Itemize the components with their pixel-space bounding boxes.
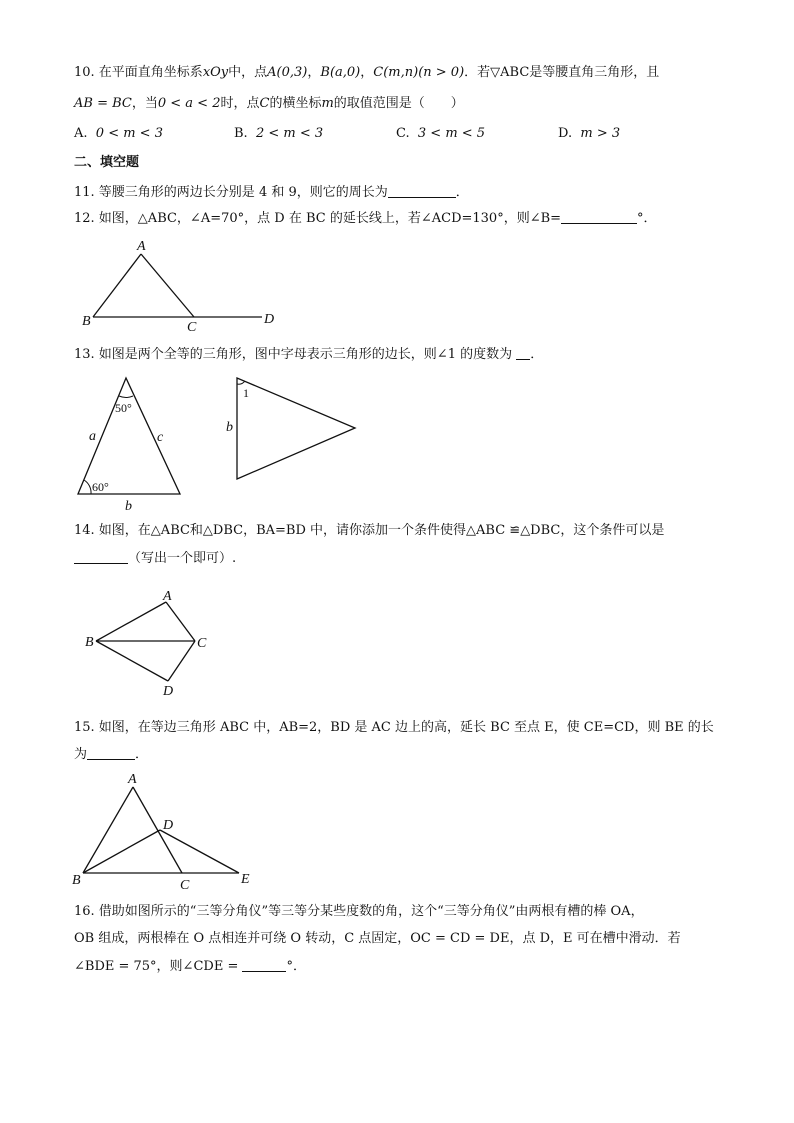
figure-13-left: [78, 378, 180, 514]
fig12-label-c: C: [187, 320, 197, 335]
option-c[interactable]: C. 3 < m < 5: [396, 126, 486, 141]
q16-answer-blank[interactable]: [242, 958, 286, 972]
section-heading: 二、填空题: [74, 155, 140, 170]
figure-15: [72, 772, 250, 893]
fig13-label-a: a: [89, 429, 96, 444]
fig14-label-c: C: [197, 636, 207, 651]
q15-answer-blank[interactable]: [87, 746, 135, 760]
q16-line1: 16. 借助如图所示的“三等分角仪”等三等分某些度数的角，这个“三等分角仪”由两根有槽的棒 OA，: [74, 904, 644, 919]
fig14-label-b: B: [85, 635, 94, 650]
q11: 11. 等腰三角形的两边长分别是 4 和 9，则它的周长为 ．: [74, 185, 469, 200]
option-d[interactable]: D. m > 3: [558, 126, 621, 141]
q16-line2: OB 组成，两根棒在 O 点相连并可绕 O 转动，C 点固定，OC = CD = DE，点 D，E 可在槽中滑动．若: [74, 931, 681, 946]
q16-line3: ∠BDE = 75°，则∠CDE = °．: [74, 959, 306, 974]
fig13-angle-1: 1: [243, 386, 249, 400]
figure-12: [82, 239, 274, 335]
q12: 12. 如图，△ABC，∠A=70°，点 D 在 BC 的延长线上，若∠ACD=130°，则∠B= °．: [74, 211, 657, 226]
fig15-label-d: D: [163, 818, 174, 833]
fig13-label-b: b: [125, 499, 132, 514]
fig13-angle-50: 50°: [115, 401, 132, 415]
q15-line1: 15. 如图，在等边三角形 ABC 中，AB=2，BD 是 AC 边上的高，延长 BC 至点 E，使 CE=CD，则 BE 的长: [74, 720, 714, 735]
fig15-label-b: B: [72, 873, 81, 888]
fig13-angle-60: 60°: [92, 480, 109, 494]
fig12-label-b: B: [82, 314, 91, 329]
q14-line1: 14. 如图，在△ABC和△DBC，BA=BD 中，请你添加一个条件使得△ABC ≌△DBC，这个条件可以是: [74, 523, 665, 538]
figure-14: [85, 589, 207, 699]
fig15-label-e: E: [241, 872, 250, 887]
fig12-label-d: D: [264, 312, 275, 327]
q14-answer-blank[interactable]: [74, 550, 128, 564]
fig15-label-c: C: [180, 878, 190, 893]
q10-line2: AB = BC，当0 < a < 2时，点C的横坐标m的取值范围是（ ）: [74, 96, 464, 111]
fig13-label-b2: b: [226, 420, 233, 435]
q13: 13. 如图是两个全等的三角形，图中字母表示三角形的边长，则∠1 的度数为 ．: [74, 347, 544, 362]
fig12-label-a: A: [137, 239, 146, 254]
fig14-label-d: D: [163, 684, 174, 699]
fig14-label-a: A: [163, 589, 172, 604]
q10-line1: 10. 在平面直角坐标系xOy中，点A(0,3)，B(a,0)，C(m,n)(n > 0)．若▽ABC是等腰直角三角形，且: [74, 65, 660, 80]
option-b[interactable]: B. 2 < m < 3: [234, 126, 324, 141]
fig13-label-c: c: [157, 430, 164, 445]
fig15-label-a: A: [128, 772, 137, 787]
figure-13-right: [226, 378, 355, 479]
q13-answer-blank[interactable]: [516, 346, 530, 360]
q15-line2: 为 ．: [74, 747, 149, 762]
q14-line2: （写出一个即可）.: [74, 550, 236, 568]
option-a[interactable]: A. 0 < m < 3: [74, 126, 163, 141]
